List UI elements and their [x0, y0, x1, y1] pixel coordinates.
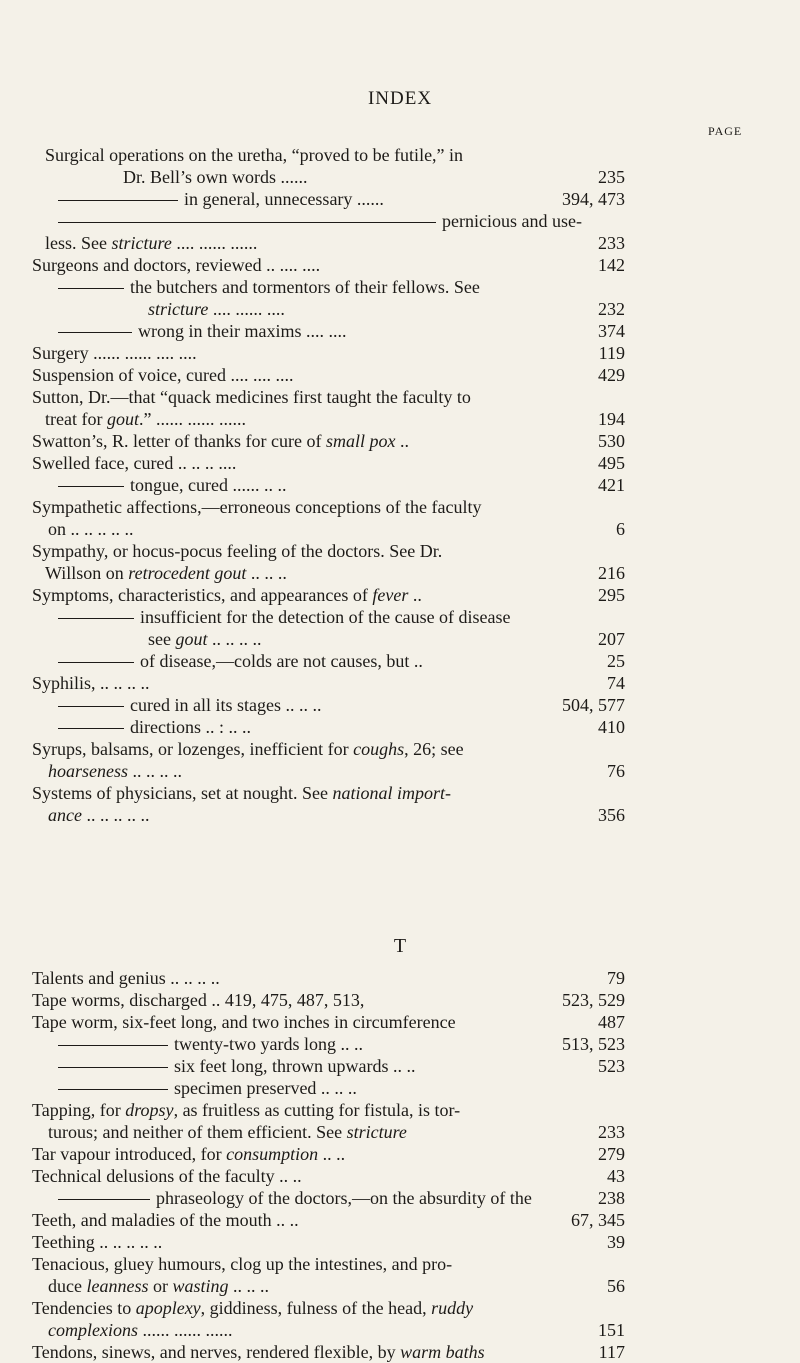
entry-page: 394, 473 — [562, 189, 625, 209]
entry-text: Willson on retrocedent gout .. .. .. — [45, 563, 287, 583]
entry-page: 295 — [598, 585, 625, 605]
index-entry — [0, 1341, 800, 1363]
entry-text: Swelled face, cured .. .. .. .... — [32, 453, 237, 473]
ditto-dash — [58, 332, 132, 333]
entry-text: twenty-two yards long .. .. — [58, 1033, 363, 1055]
entry-page: 374 — [598, 321, 625, 341]
ditto-dash — [58, 1089, 168, 1090]
index-entry — [0, 1187, 800, 1209]
entry-text: duce leanness or wasting .. .. .. — [48, 1276, 269, 1296]
entry-page: 487 — [598, 1012, 625, 1032]
ditto-dash — [58, 618, 134, 619]
index-entry — [0, 1231, 800, 1253]
index-entry — [0, 1077, 800, 1099]
entry-text: Systems of physicians, set at nought. See national import- — [32, 783, 451, 803]
entry-text: Teething .. .. .. .. .. — [32, 1232, 163, 1252]
entry-page: 76 — [607, 761, 625, 781]
entry-page: 6 — [616, 519, 625, 539]
entry-text: Swatton’s, R. letter of thanks for cure of small pox .. — [32, 431, 409, 451]
entry-text: directions .. : .. .. — [58, 716, 251, 738]
entry-page: 356 — [598, 805, 625, 825]
index-entry — [0, 320, 800, 342]
index-entry — [0, 430, 800, 452]
section-letter: T — [393, 935, 407, 957]
entry-page: 233 — [598, 233, 625, 253]
section-s — [0, 144, 800, 826]
index-entry — [0, 694, 800, 716]
ditto-dash — [58, 200, 178, 201]
index-entry — [0, 1209, 800, 1231]
entry-text: Surgical operations on the uretha, “proved to be futile,” in — [45, 145, 464, 165]
entry-page: 235 — [598, 167, 625, 187]
entry-page: 523, 529 — [562, 990, 625, 1010]
entry-page: 43 — [607, 1166, 625, 1186]
index-entry — [0, 452, 800, 474]
index-entry — [0, 606, 800, 628]
index-entry — [0, 1297, 800, 1319]
entry-page: 279 — [598, 1144, 625, 1164]
entry-page: 119 — [598, 343, 625, 363]
entry-page: 410 — [598, 717, 625, 737]
entry-page: 151 — [598, 1320, 625, 1340]
entry-text: Suspension of voice, cured .... .... .... — [32, 365, 294, 385]
index-entry — [0, 584, 800, 606]
entry-text: hoarseness .. .. .. .. — [48, 761, 182, 781]
index-entry — [0, 804, 800, 826]
entry-page: 421 — [598, 475, 625, 495]
index-entry — [0, 540, 800, 562]
entry-page: 238 — [598, 1188, 625, 1208]
index-entry — [0, 628, 800, 650]
entry-text: Tape worms, discharged .. 419, 475, 487, 513, — [32, 990, 365, 1010]
index-entry — [0, 989, 800, 1011]
entry-text: pernicious and use- — [58, 210, 582, 232]
index-entry — [0, 1253, 800, 1275]
entry-text: Sympathetic affections,—erroneous conceptions of the faculty — [32, 497, 482, 517]
ditto-dash — [58, 728, 124, 729]
index-entry — [0, 738, 800, 760]
entry-page: 67, 345 — [571, 1210, 625, 1230]
index-entry — [0, 276, 800, 298]
ditto-dash — [58, 1199, 150, 1200]
entry-text: treat for gout.” ...... ...... ...... — [45, 409, 246, 429]
index-entry — [0, 716, 800, 738]
entry-text: Teeth, and maladies of the mouth .. .. — [32, 1210, 299, 1230]
entry-text: tongue, cured ...... .. .. — [58, 474, 286, 496]
entry-text: Sutton, Dr.—that “quack medicines first taught the faculty to — [32, 387, 471, 407]
index-entry — [0, 298, 800, 320]
ditto-dash — [58, 486, 124, 487]
index-entry — [0, 474, 800, 496]
index-entry — [0, 342, 800, 364]
section-t — [0, 935, 800, 1363]
entry-page: 530 — [598, 431, 625, 451]
entry-text: Symptoms, characteristics, and appearances of fever .. — [32, 585, 422, 605]
index-entry — [0, 232, 800, 254]
ditto-dash — [58, 288, 124, 289]
entry-text: Tenacious, gluey humours, clog up the intestines, and pro- — [32, 1254, 453, 1274]
entry-page: 513, 523 — [562, 1034, 625, 1054]
entry-page: 232 — [598, 299, 625, 319]
entry-page: 495 — [598, 453, 625, 473]
entry-page: 233 — [598, 1122, 625, 1142]
index-entry — [0, 1033, 800, 1055]
ditto-dash — [58, 222, 436, 223]
entry-text: in general, unnecessary ...... — [58, 188, 384, 210]
entry-text: Tendencies to apoplexy, giddiness, fulness of the head, ruddy — [32, 1298, 474, 1318]
entry-text: Tapping, for dropsy, as fruitless as cutting for fistula, is tor- — [32, 1100, 461, 1120]
index-entry — [0, 1011, 800, 1033]
index-entry — [0, 254, 800, 276]
entry-text: on .. .. .. .. .. — [48, 519, 134, 539]
entry-text: ance .. .. .. .. .. — [48, 805, 150, 825]
ditto-dash — [58, 662, 134, 663]
index-entry — [0, 967, 800, 989]
index-entry — [0, 1055, 800, 1077]
entry-page: 194 — [598, 409, 625, 429]
entry-page: 142 — [598, 255, 625, 275]
entry-page: 117 — [598, 1342, 625, 1362]
page-column-label: PAGE — [708, 124, 743, 138]
entry-text: Syphilis, .. .. .. .. — [32, 673, 150, 693]
entry-page: 207 — [598, 629, 625, 649]
index-entry — [0, 1165, 800, 1187]
ditto-dash — [58, 1067, 168, 1068]
index-entry — [0, 364, 800, 386]
entry-text: see gout .. .. .. .. — [148, 629, 262, 649]
index-entry — [0, 1143, 800, 1165]
entry-text: Syrups, balsams, or lozenges, inefficient for coughs, 26; see — [32, 739, 464, 759]
ditto-dash — [58, 1045, 168, 1046]
entry-text: Tar vapour introduced, for consumption .. .. — [32, 1144, 346, 1164]
index-entry — [0, 144, 800, 166]
index-entry — [0, 166, 800, 188]
ditto-dash — [58, 706, 124, 707]
entry-page: 429 — [598, 365, 625, 385]
entry-text: Dr. Bell’s own words ...... — [123, 167, 308, 187]
entry-text: complexions ...... ...... ...... — [48, 1320, 233, 1340]
entry-text: six feet long, thrown upwards .. .. — [58, 1055, 415, 1077]
entry-page: 25 — [607, 651, 625, 671]
index-entry — [0, 650, 800, 672]
entry-text: less. See stricture .... ...... ...... — [45, 233, 258, 253]
entry-page: 79 — [607, 968, 625, 988]
entry-page: 504, 577 — [562, 695, 625, 715]
entry-text: Surgeons and doctors, reviewed .. .... .... — [32, 255, 321, 275]
entry-text: phraseology of the doctors,—on the absurdity of the — [58, 1187, 532, 1209]
entry-page: 74 — [607, 673, 625, 693]
entry-text: Talents and genius .. .. .. .. — [32, 968, 220, 988]
index-entry — [0, 1319, 800, 1341]
entry-text: Surgery ...... ...... .... .... — [32, 343, 197, 363]
entry-text: cured in all its stages .. .. .. — [58, 694, 321, 716]
index-entry — [0, 496, 800, 518]
entry-text: wrong in their maxims .... .... — [58, 320, 346, 342]
entry-text: Tape worm, six-feet long, and two inches in circumference — [32, 1012, 456, 1032]
index-entry — [0, 760, 800, 782]
entry-text: the butchers and tormentors of their fellows. See — [58, 276, 480, 298]
index-entry — [0, 408, 800, 430]
index-entry — [0, 210, 800, 232]
index-entry — [0, 518, 800, 540]
entry-text: specimen preserved .. .. .. — [58, 1077, 357, 1099]
index-entry — [0, 562, 800, 584]
index-entry — [0, 672, 800, 694]
index-entry — [0, 782, 800, 804]
index-entry — [0, 1099, 800, 1121]
index-entry — [0, 386, 800, 408]
entry-text: Sympathy, or hocus-pocus feeling of the doctors. See Dr. — [32, 541, 443, 561]
index-entry — [0, 1121, 800, 1143]
entry-text: of disease,—colds are not causes, but .. — [58, 650, 423, 672]
entry-text: turous; and neither of them efficient. See stricture — [48, 1122, 407, 1142]
index-entry — [0, 1275, 800, 1297]
entry-page: 39 — [607, 1232, 625, 1252]
entry-text: Tendons, sinews, and nerves, rendered flexible, by warm baths — [32, 1342, 485, 1362]
entry-text: insufficient for the detection of the cause of disease — [58, 606, 511, 628]
entry-text: Technical delusions of the faculty .. .. — [32, 1166, 302, 1186]
entry-page: 523 — [598, 1056, 625, 1076]
entry-page: 56 — [607, 1276, 625, 1296]
index-entry — [0, 188, 800, 210]
entry-text: stricture .... ...... .... — [148, 299, 285, 319]
entry-page: 216 — [598, 563, 625, 583]
running-head: INDEX — [367, 88, 433, 109]
